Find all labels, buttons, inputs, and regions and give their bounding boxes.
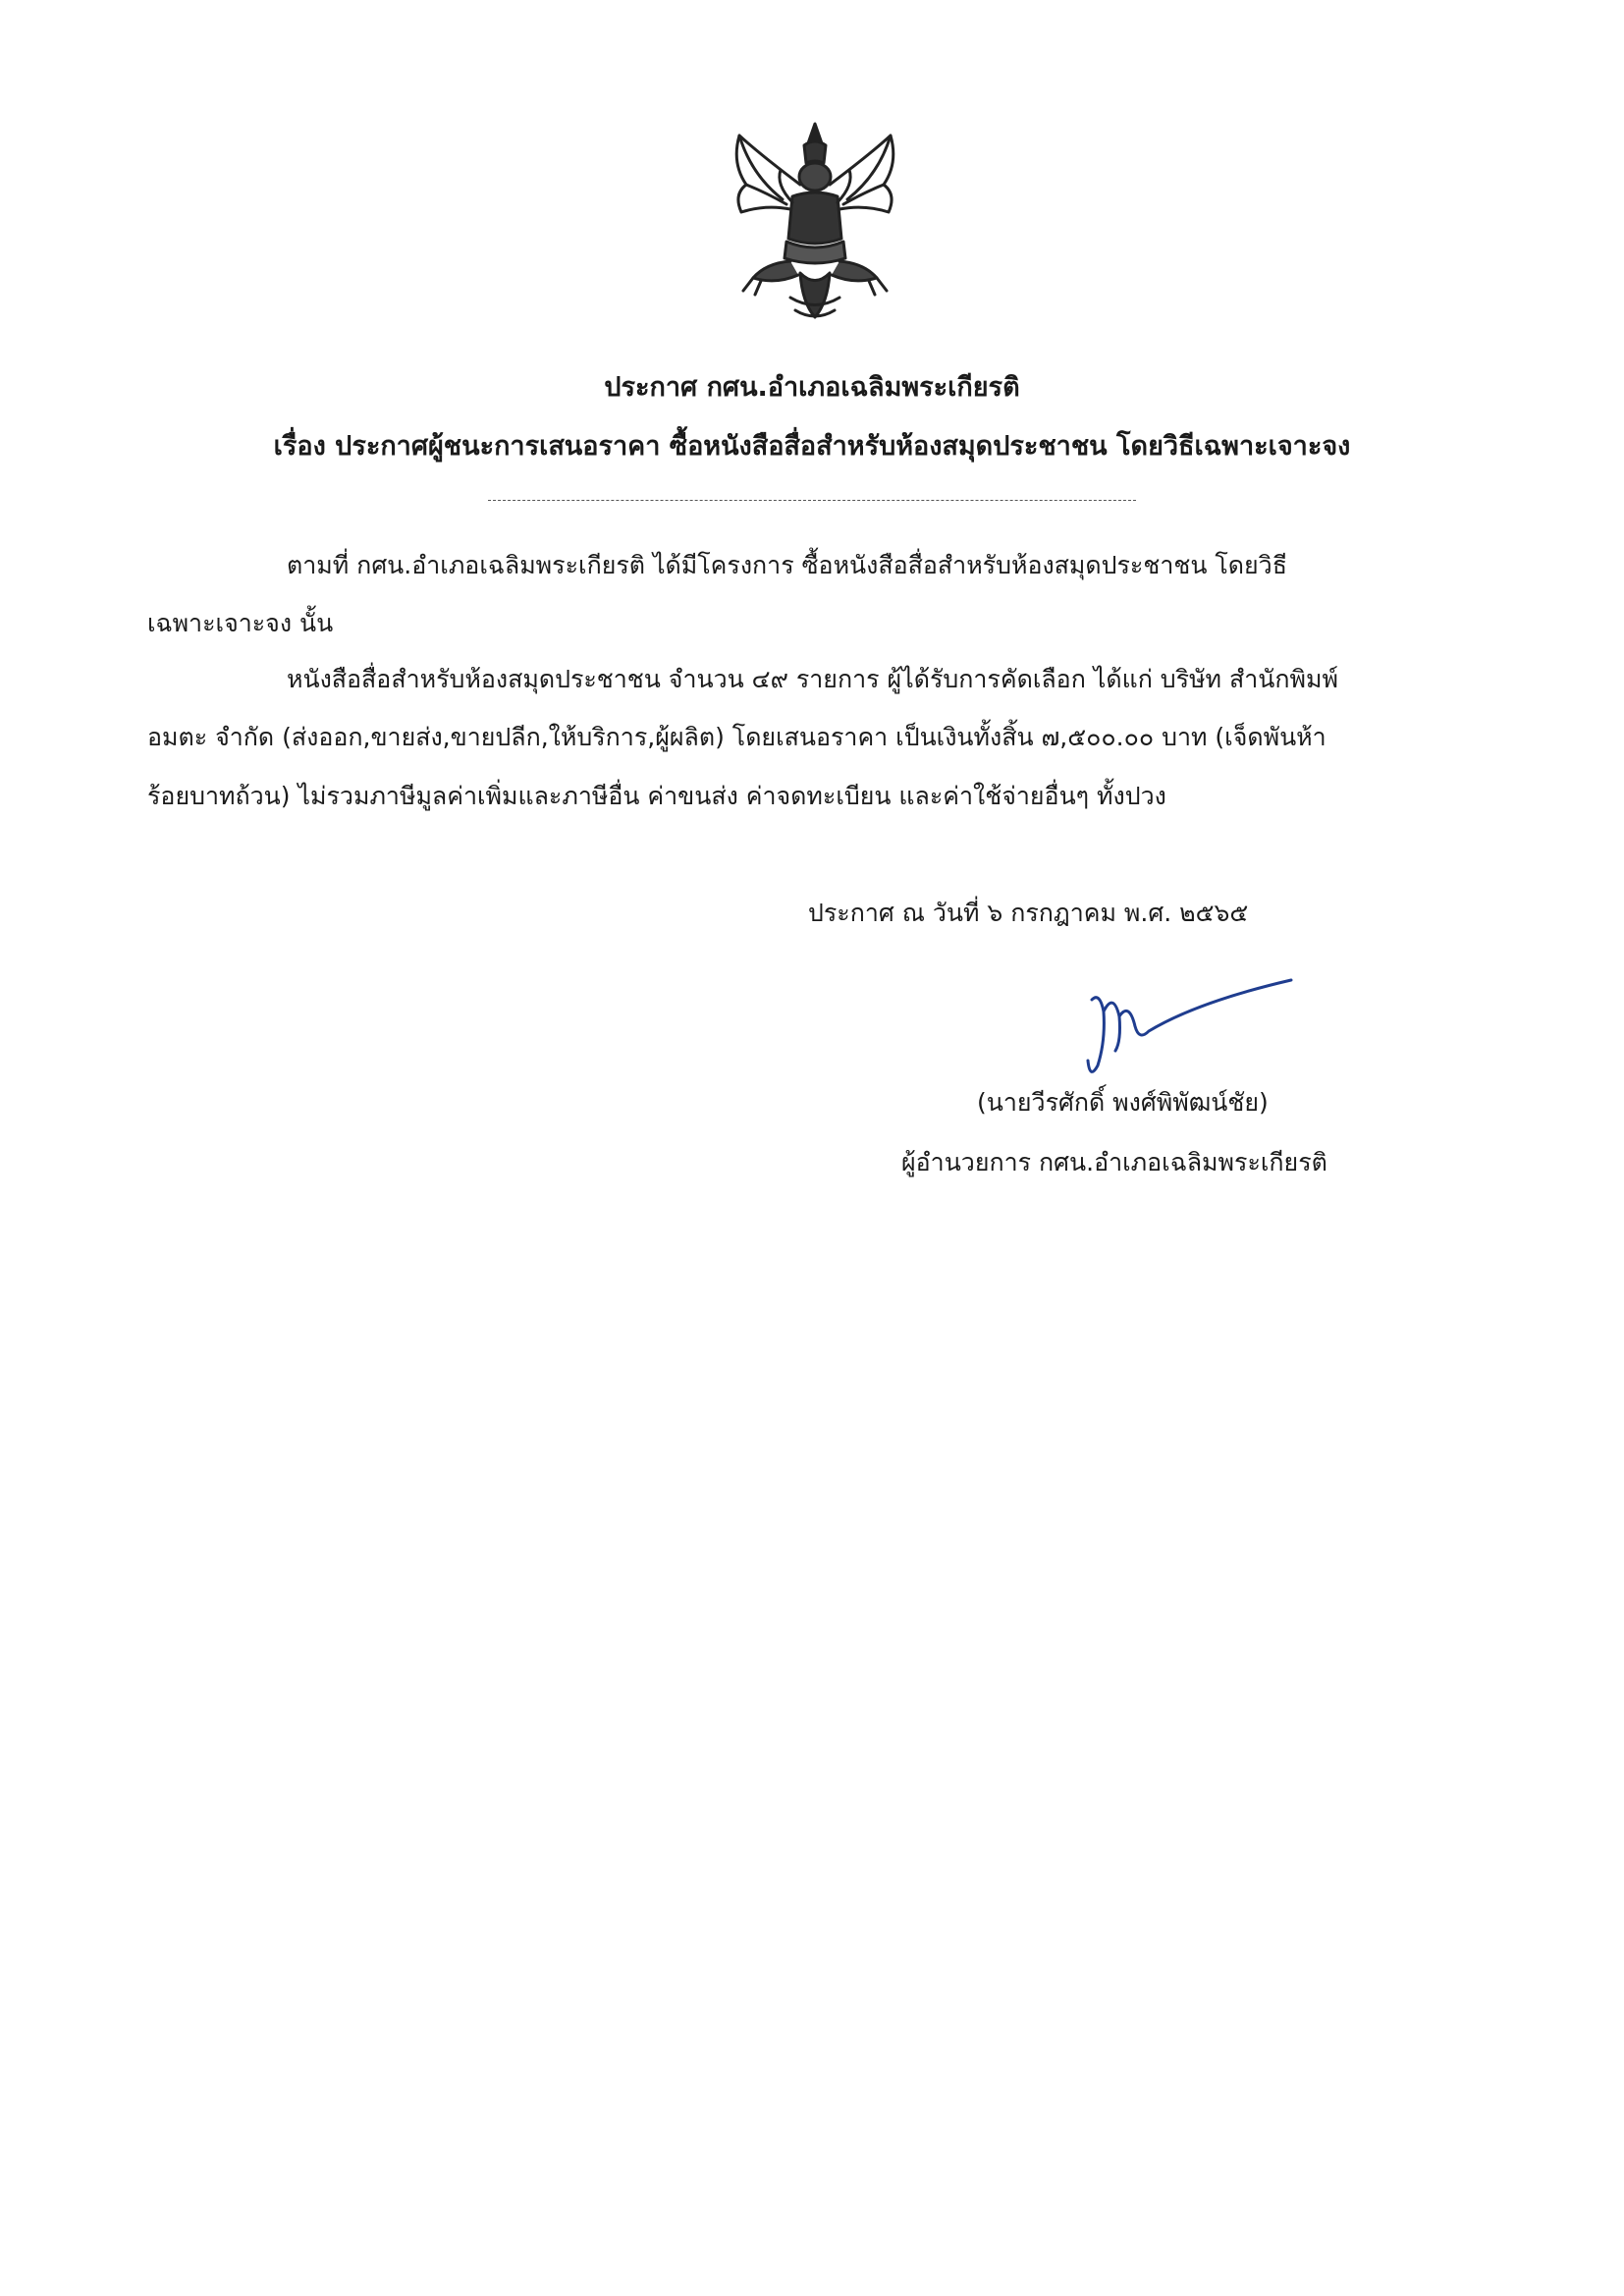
divider [488,500,1136,501]
signer-name: (นายวีรศักดิ์ พงศ์พิพัฒน์ชัย) [977,1088,1269,1117]
paragraph1-line2: เฉพาะเจาะจง นั้น [147,609,334,637]
garuda-emblem-icon [722,116,908,327]
announcement-date: ประกาศ ณ วันที่ ๖ กรกฎาคม พ.ศ. ๒๕๖๕ [808,899,1249,927]
paragraph2-line2: อมตะ จำกัด (ส่งออก,ขายส่ง,ขายปลีก,ให้บริการ,ผู้ผลิต) โดยเสนอราคา เป็นเงินทั้งสิ้น ๗,๕๐๐.๐๐ บาท (เจ็ดพันห้า [147,723,1326,751]
paragraph1-line1: ตามที่ กศน.อำเภอเฉลิมพระเกียรติ ได้มีโครงการ ซื้อหนังสือสื่อสำหรับห้องสมุดประชาชน โดยวิธี [287,551,1287,579]
announcement-title: ประกาศ กศน.อำเภอเฉลิมพระเกียรติ [604,372,1020,403]
paragraph2-line1: หนังสือสื่อสำหรับห้องสมุดประชาชน จำนวน ๔๙ รายการ ผู้ได้รับการคัดเลือก ได้แก่ บริษัท สำนักพิมพ์ [287,665,1338,693]
signer-title: ผู้อำนวยการ กศน.อำเภอเฉลิมพระเกียรติ [901,1148,1327,1176]
paragraph2-line3: ร้อยบาทถ้วน) ไม่รวมภาษีมูลค่าเพิ่มและภาษีอื่น ค่าขนส่ง ค่าจดทะเบียน และค่าใช้จ่ายอื่นๆ ทั้งปวง [147,782,1166,810]
announcement-subject: เรื่อง ประกาศผู้ชนะการเสนอราคา ซื้อหนังสือสื่อสำหรับห้องสมุดประชาชน โดยวิธีเฉพาะเจาะจง [273,431,1351,462]
handwritten-signature [1070,972,1306,1080]
